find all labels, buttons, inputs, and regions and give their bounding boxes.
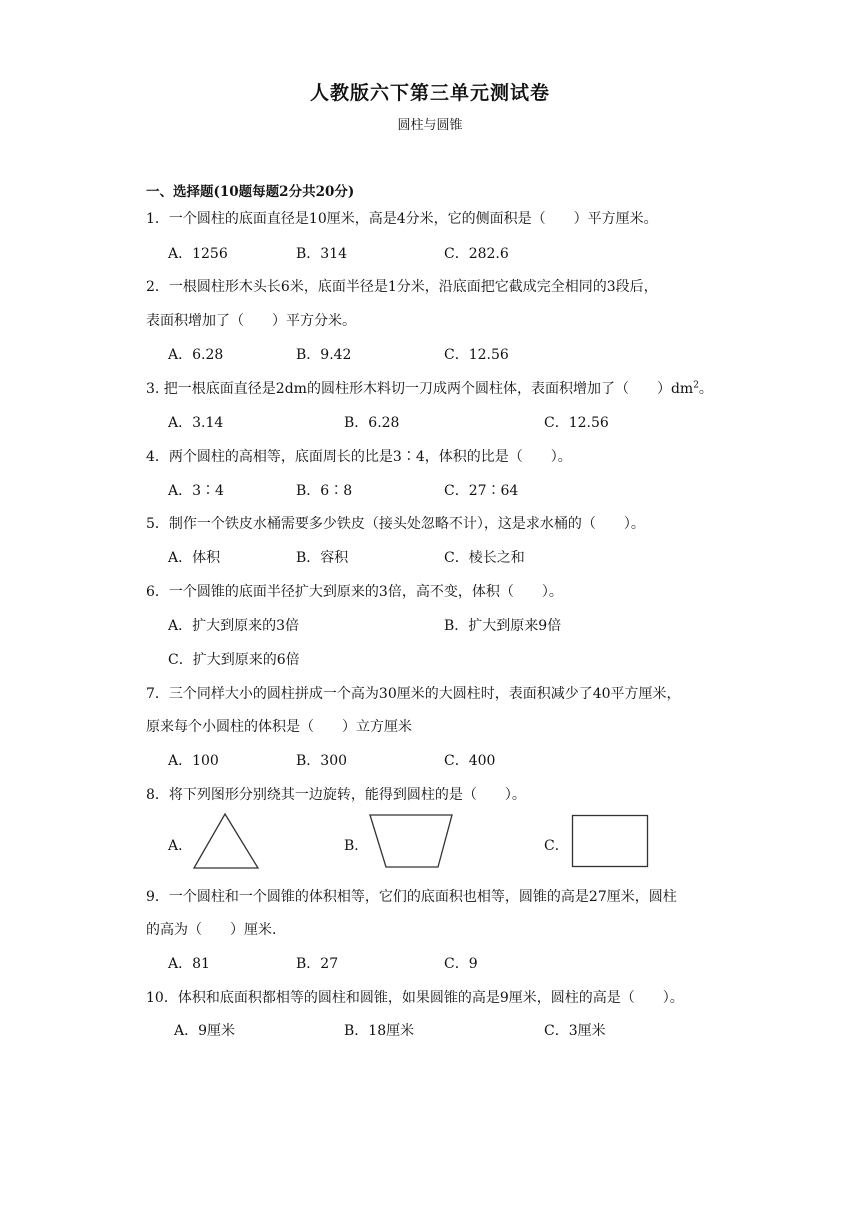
question-2-line-2: 表面积增加了（ ）平方分米。 [146,313,356,329]
question-4-text: 4．两个圆柱的高相等，底面周长的比是3∶4，体积的比是（ ）。 [146,449,572,465]
question-3-superscript: 2 [693,380,699,391]
question-8-option-c: C． [544,838,569,854]
question-9-option-b: B．27 [296,956,339,972]
triangle-shape [192,812,260,870]
question-10-option-b: B．18厘米 [344,1023,415,1039]
question-1-option-a: A．1256 [168,246,228,262]
question-3-option-a: A．3.14 [168,415,224,431]
rectangle-shape [571,814,649,868]
question-3-main: 3. 把一根底面直径是2dm的圆柱形木料切一刀成两个圆柱体，表面积增加了（ ）dm [146,381,694,397]
question-3-text [146,378,713,398]
question-9-option-a: A．81 [168,956,210,972]
question-10-text: 10．体积和底面积都相等的圆柱和圆锥，如果圆锥的高是9厘米，圆柱的高是（ ）。 [146,990,684,1006]
section-heading: 一、选择题(10题每题2分共20分) [146,184,355,200]
question-1-option-b: B．314 [296,246,348,262]
question-7-line-1: 7．三个同样大小的圆柱拼成一个高为30厘米的大圆柱时，表面积减少了40平方厘米， [146,686,681,702]
question-6-text: 6．一个圆锥的底面半径扩大到原来的3倍，高不变，体积（ ）。 [146,584,563,600]
question-7-option-b: B．300 [296,753,348,769]
question-2-option-c: C．12.56 [444,347,509,363]
question-1-text: 1．一个圆柱的底面直径是10厘米，高是4分米，它的侧面积是（ ）平方厘米。 [146,211,658,227]
question-6-option-a: A．扩大到原来的3倍 [168,618,300,634]
question-5-text: 5．制作一个铁皮水桶需要多少铁皮（接头处忽略不计），这是求水桶的（ ）。 [146,516,645,532]
question-6-option-c: C．扩大到原来的6倍 [168,652,300,668]
question-3-option-c: C．12.56 [544,415,609,431]
question-5-option-c: C．棱长之和 [444,550,525,566]
page-title: 人教版六下第三单元测试卷 [309,82,550,104]
question-7-line-2: 原来每个小圆柱的体积是（ ）立方厘米 [146,719,412,735]
question-9-line-2: 的高为（ ）厘米. [146,922,277,938]
question-2-option-b: B．9.42 [296,347,352,363]
question-5-option-b: B．容积 [296,550,349,566]
page-subtitle: 圆柱与圆锥 [397,118,463,133]
question-4-option-a: A．3∶4 [168,483,224,499]
question-9-line-1: 9．一个圆柱和一个圆锥的体积相等，它们的底面积也相等，圆锥的高是27厘米，圆柱 [146,889,677,905]
question-10-option-c: C．3厘米 [544,1023,606,1039]
question-2-line-1: 2．一根圆柱形木头长6米，底面半径是1分米，沿底面把它截成完全相同的3段后， [146,279,658,295]
question-3-end: 。 [698,381,713,397]
trapezoid-shape [368,813,454,869]
question-10-option-a: A．9厘米 [174,1023,236,1039]
question-8-option-b: B． [344,838,369,854]
question-2-option-a: A．6.28 [168,347,224,363]
question-6-option-b: B．扩大到原来9倍 [444,618,562,634]
question-1-option-c: C．282.6 [444,246,509,262]
question-4-option-b: B．6∶8 [296,483,353,499]
question-7-option-c: C．400 [444,753,496,769]
question-8-text: 8．将下列图形分别绕其一边旋转，能得到圆柱的是（ ）。 [146,787,526,803]
question-7-option-a: A．100 [168,753,219,769]
question-3-option-b: B．6.28 [344,415,400,431]
question-5-option-a: A．体积 [168,550,221,566]
question-4-option-c: C．27∶64 [444,483,519,499]
question-9-option-c: C．9 [444,956,478,972]
question-8-option-a: A． [168,838,193,854]
